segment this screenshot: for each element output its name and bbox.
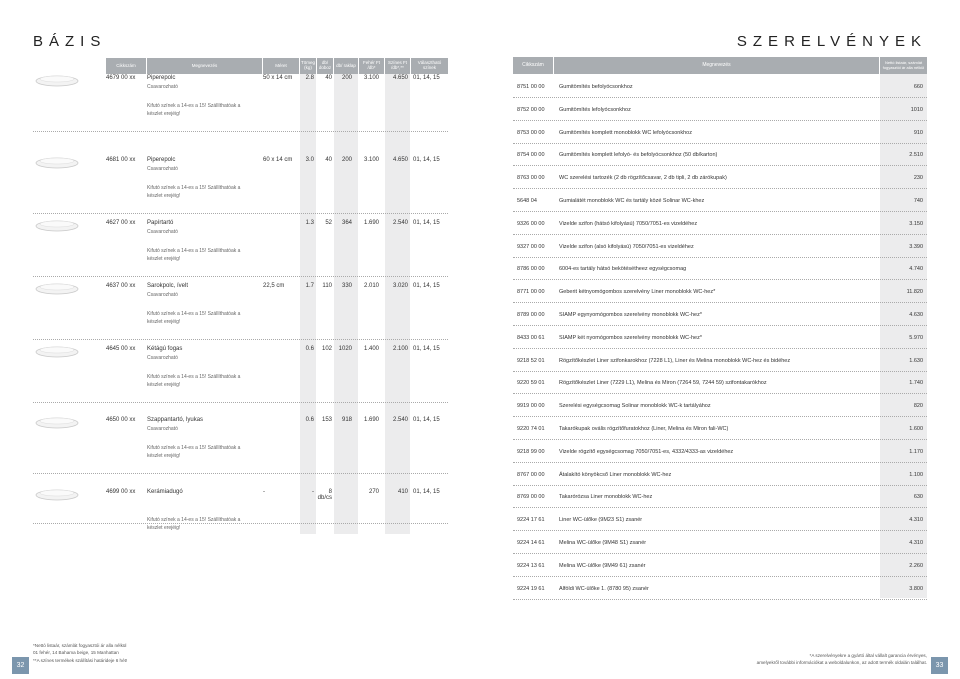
product-colors: 01, 14, 15 (413, 346, 440, 352)
part-description: Liner WC-ülőke (9M23 S1) zsanér (559, 517, 643, 524)
product-mount: Csavarozható (147, 166, 178, 172)
product-weight: 0.6 (305, 417, 314, 423)
product-color: 410 (397, 489, 408, 495)
product-note: Kifutó színek a 14-es a 15! Szállíthatóak a készlet erejéig! (147, 311, 241, 325)
product-size: 22,5 cm (263, 283, 285, 289)
product-pallet: 330 (341, 283, 352, 289)
product-colors: 01, 14, 15 (413, 157, 440, 163)
product-image (33, 67, 81, 91)
part-code: 9327 00 00 (517, 243, 545, 250)
part-code: 8771 00 00 (517, 289, 545, 296)
part-description: 6004-es tartály hátsó bekötésétheez egységcsomag (559, 266, 687, 273)
part-price: 3.390 (909, 243, 923, 250)
lh-size: Méret (263, 58, 299, 74)
product-image (33, 338, 81, 362)
footnote-line: 01 fehér, 14 Bahama beige, 15 Manhattan (33, 650, 119, 656)
page-title-right: SZERELVÉNYEK (736, 33, 927, 50)
product-box: 102 (321, 346, 332, 352)
part-description: SIAMP egynyomógombos szerelvény monoblokk WC-hez* (559, 312, 702, 318)
lh-box: db/ doboz (317, 58, 333, 74)
product-name: Piperepolc (147, 75, 176, 81)
part-description: Vizelde szifon (hátsó kifolyású) 7050/7051-es vizeldéhez (559, 220, 698, 227)
lh-white: Fehér Ft /db* (359, 58, 384, 74)
product-size: 50 x 14 cm (263, 75, 293, 81)
lh-pallet: db/ raklap (334, 58, 358, 74)
product-pallet: 1020 (338, 346, 352, 352)
part-code: 9224 17 61 (517, 517, 545, 524)
product-colors: 01, 14, 15 (413, 283, 440, 289)
product-weight: - (312, 489, 314, 495)
part-row (513, 464, 927, 486)
part-price: 4.310 (909, 517, 923, 524)
product-color: 2.540 (392, 220, 408, 226)
part-code: 8433 00 61 (517, 334, 545, 341)
part-description: Vizelde rögzítő egységcsomag 7050/7051-es, 4332/4333-as vizeldéhez (559, 448, 734, 455)
part-description: Rögzítőkészlet Liner (7229 L1), Melina és Miron (7264 59, 7244 59) szifontakarókhoz (559, 380, 767, 387)
part-price: 1.170 (909, 448, 923, 455)
product-color: 4.650 (392, 157, 408, 163)
product-mount: Csavarozható (147, 355, 178, 361)
product-white: 270 (368, 489, 379, 495)
part-description: SIAMP két nyomógombos szerelvény monoblokk WC-hez* (559, 334, 702, 341)
product-image (33, 409, 81, 433)
product-code: 4627 00 xx (106, 220, 136, 226)
product-mount: Csavarozható (147, 229, 178, 235)
row-divider (33, 339, 448, 340)
page-title-left: BÁZIS (33, 33, 107, 50)
product-name: Papírtartó (147, 220, 174, 226)
lh-color: Színes Ft /db*,** (385, 58, 410, 74)
part-description: Gumialátét monoblokk WC és tartály közé Solinar WC-khez (559, 198, 705, 204)
rh-code: Cikkszám (513, 57, 553, 74)
product-pallet: 918 (341, 417, 352, 423)
product-pallet: 200 (341, 157, 352, 163)
part-row (513, 350, 927, 372)
part-price: 4.740 (909, 266, 923, 273)
product-color: 4.650 (392, 75, 408, 81)
product-weight: 2.8 (305, 75, 314, 81)
product-white: 1.690 (363, 220, 379, 226)
part-description: Melina WC-ülőke (9M48 S1) zsanér (559, 540, 647, 546)
lh-colors: Választható színek (411, 58, 448, 74)
product-box: 110 (322, 283, 332, 289)
part-description: Takarórózsa Liner monoblokk WC-hez (559, 494, 653, 501)
product-size: 60 x 14 cm (263, 157, 293, 163)
product-white: 1.400 (363, 346, 379, 352)
part-price: 5.970 (909, 334, 923, 341)
rh-price: Nettó listaár, számlát fogyasztói ár alla nélkül (880, 57, 927, 74)
col-bg-weight (300, 74, 316, 534)
part-price: 4.310 (909, 540, 923, 546)
page-number-left: 32 (12, 657, 29, 674)
product-name: Kerámiadugó (147, 489, 183, 495)
product-box: 40 (325, 75, 332, 81)
part-row (513, 395, 927, 417)
product-colors: 01, 14, 15 (413, 489, 440, 495)
part-row (513, 418, 927, 440)
product-white: 3.100 (363, 75, 379, 81)
part-row (513, 486, 927, 508)
product-name: Piperepolc (147, 157, 176, 163)
part-row (513, 327, 927, 349)
product-weight: 1.3 (305, 220, 314, 226)
product-code: 4679 00 xx (106, 75, 136, 81)
product-note: Kifutó színek a 14-es a 15! Szállíthatóak a készlet erejéig! (147, 248, 241, 262)
part-description: Gumitömítés komplett lefolyó- és befolyócsonkhoz (50 db/karton) (559, 152, 718, 159)
part-row (513, 509, 927, 531)
footnote-right (757, 652, 927, 667)
footnote-line: amelyekről további információkat a weboldalunkon, az adott termék oldalán találhat. (756, 660, 927, 666)
footnote-left (33, 642, 127, 664)
product-note: Kifutó színek a 14-es a 15! Szállíthatóak a készlet erejéig! (147, 185, 241, 199)
part-price: 3.150 (909, 220, 923, 227)
part-code: 5648 04 (517, 198, 537, 204)
part-price: 630 (913, 494, 923, 501)
part-row (513, 578, 927, 600)
product-note: Kifutó színek a 14-es a 15! Szállíthatóak a készlet erejéig! (147, 445, 241, 459)
row-divider (33, 473, 448, 474)
part-code: 9220 74 01 (517, 426, 545, 432)
part-price: 1.100 (909, 471, 923, 478)
lh-weight: Tömeg (kg) (300, 58, 316, 74)
product-color: 2.100 (392, 346, 408, 352)
product-note: Kifutó színek a 14-es a 15! Szállíthatóak a készlet erejéig! (147, 103, 241, 117)
part-code: 9218 52 01 (517, 357, 545, 364)
part-price: 11.820 (906, 289, 923, 296)
part-code: 9220 59 01 (517, 380, 545, 387)
part-row (513, 236, 927, 258)
product-box: 40 (325, 157, 332, 163)
row-divider (33, 276, 448, 277)
part-code: 8753 00 00 (517, 129, 545, 136)
part-price: 2.260 (909, 562, 923, 569)
part-description: Melina WC-ülőke (9M49 61) zsanér (559, 562, 646, 569)
product-weight: 0.6 (305, 346, 314, 352)
part-code: 8767 00 00 (517, 471, 545, 478)
product-color: 3.020 (392, 283, 408, 289)
part-description: Vizelde szifon (alsó kifolyású) 7050/7051-es vizeldéhez (559, 243, 694, 250)
part-row (513, 532, 927, 554)
product-white: 2.010 (363, 283, 379, 289)
product-image (33, 149, 81, 173)
part-code: 8754 00 00 (517, 152, 545, 159)
part-code: 9224 19 61 (517, 585, 545, 592)
product-box: 52 (325, 220, 332, 226)
part-price: 4.630 (909, 312, 923, 318)
product-code: 4681 00 xx (106, 157, 136, 163)
row-divider (33, 213, 448, 214)
part-price: 1.600 (909, 426, 923, 432)
part-code: 8786 00 00 (517, 266, 545, 273)
part-description: Gumitömítés komplett monoblokk WC lefolyócsonkhoz (559, 129, 692, 136)
page-number-right: 33 (931, 657, 948, 674)
part-code: 9919 00 00 (517, 403, 545, 410)
product-color: 2.540 (392, 417, 408, 423)
part-row (513, 441, 927, 463)
part-description: Rögzítőkészlet Liner szifonkarokhoz (7228 L1), Liner és Melina monoblokk WC-hez és bidéhez (559, 357, 791, 364)
part-row (513, 258, 927, 280)
row-divider (33, 402, 448, 403)
part-price: 910 (913, 129, 923, 136)
row-divider (33, 523, 448, 524)
part-row (513, 122, 927, 144)
product-image (33, 481, 81, 505)
product-mount: Csavarozható (147, 292, 178, 298)
part-row (513, 372, 927, 394)
part-description: Átalakító könyökcső Liner monoblokk WC-hez (559, 471, 672, 478)
col-bg-pallet (334, 74, 358, 534)
product-weight: 3.0 (305, 157, 314, 163)
part-price: 230 (913, 175, 923, 182)
part-price: 820 (913, 403, 923, 410)
product-box: 153 (321, 417, 332, 423)
rh-desc: Megnevezés (554, 57, 879, 74)
part-row (513, 304, 927, 326)
product-size: - (263, 489, 265, 495)
product-pallet: 364 (341, 220, 352, 226)
part-description: Gumitömítés befolyócsonkhoz (559, 84, 633, 90)
product-image (33, 212, 81, 236)
product-mount: Csavarozható (147, 426, 178, 432)
part-row (513, 190, 927, 212)
part-description: Alföldi WC-ülőke 1. (8780 95) zsanér (559, 585, 649, 592)
part-price: 3.800 (909, 585, 923, 592)
product-colors: 01, 14, 15 (413, 220, 440, 226)
part-code: 8769 00 00 (517, 494, 545, 501)
part-price: 2.510 (909, 152, 923, 159)
footnote-line: *A szerelvényekre a gyártó által vállalt garancia érvényes, (809, 653, 927, 658)
product-box: 8 db/cs (317, 489, 332, 501)
part-description: Szerelési egységcsomag Solinar monoblokk WC-k tartályához (559, 403, 711, 410)
row-divider (33, 131, 448, 132)
col-bg-color (385, 74, 410, 534)
part-code: 9218 99 00 (517, 448, 545, 455)
product-code: 4645 00 xx (106, 346, 136, 352)
product-note: Kifutó színek a 14-es a 15! Szállíthatóak a készlet erejéig! (147, 374, 241, 388)
part-row (513, 213, 927, 235)
part-price: 1.740 (909, 380, 923, 387)
part-price: 660 (913, 84, 923, 90)
product-code: 4650 00 xx (106, 417, 136, 423)
part-row (513, 281, 927, 303)
part-code: 8752 00 00 (517, 106, 545, 113)
product-image (33, 275, 81, 299)
part-code: 9224 14 61 (517, 540, 545, 546)
part-row (513, 76, 927, 98)
part-description: Geberit kétnyomógombos szerelvény Liner monoblokk WC-hez* (559, 289, 716, 296)
part-price: 1.630 (909, 357, 923, 364)
product-mount: Csavarozható (147, 84, 178, 90)
product-colors: 01, 14, 15 (413, 417, 440, 423)
product-name: Sarokpolc, ívelt (147, 283, 189, 289)
product-white: 3.100 (363, 157, 379, 163)
product-white: 1.690 (363, 417, 379, 423)
part-code: 9224 13 61 (517, 562, 545, 569)
footnote-line: *Nettó listaár, számlát fogyasztói ár alla nélkül (33, 643, 127, 648)
product-code: 4699 00 xx (106, 489, 136, 495)
part-code: 8789 00 00 (517, 312, 545, 318)
product-colors: 01, 14, 15 (413, 75, 440, 81)
part-row (513, 99, 927, 121)
part-row (513, 555, 927, 577)
lh-name: Megnevezés (147, 58, 262, 74)
product-code: 4637 00 xx (106, 283, 136, 289)
part-code: 8751 00 00 (517, 84, 545, 90)
footnote-line: **A színes termékek szállítási határideje 6 hét! (33, 657, 128, 663)
part-row (513, 167, 927, 189)
part-description: WC szerelési tartozék (2 db rögzítőcsavar, 2 db tipli, 2 db zárókupak) (559, 175, 727, 182)
product-name: Kétágú fogas (147, 346, 183, 352)
product-name: Szappantartó, lyukas (147, 417, 204, 423)
part-price: 740 (913, 198, 923, 204)
part-price: 1010 (910, 106, 923, 113)
part-code: 8763 00 00 (517, 175, 545, 182)
lh-code: Cikkszám (106, 58, 146, 74)
product-pallet: 200 (341, 75, 352, 81)
product-weight: 1.7 (305, 283, 314, 289)
part-code: 9326 00 00 (517, 220, 545, 227)
part-description: Gumitömítés lefolyócsonkhoz (559, 106, 631, 113)
part-row (513, 144, 927, 166)
part-description: Takarókupak ovális rögzítőfuratokhoz (Liner, Melina és Miron fali-WC) (559, 426, 729, 432)
product-note: Kifutó színek a 14-es a 15! Szállíthatóak a készlet erejéig! (147, 517, 241, 531)
